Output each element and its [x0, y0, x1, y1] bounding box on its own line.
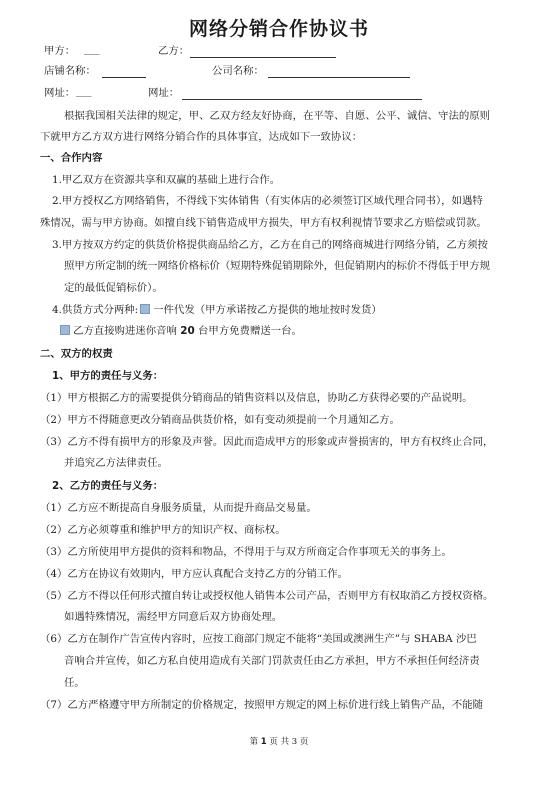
party-a-label: 甲方： — [44, 45, 76, 57]
supply-option-purchase-post: 台甲方免费赠送一台。 — [198, 325, 302, 337]
b-duty-5b: 如遇特殊情况，需经甲方同意后双方协商处理。 — [64, 611, 283, 623]
b-duty-1: （1）乙方应不断提高自身服务质量，从而提升商品交易量。 — [40, 502, 317, 514]
section-1-heading: 一、合作内容 — [40, 152, 103, 164]
document-title: 网络分销合作协议书 — [188, 18, 369, 40]
party-b-duties-heading: 2、乙方的责任与义务： — [52, 480, 164, 492]
clause-1-3a: 3.甲方按双方约定的供货价格提供商品给乙方，乙方在自己的网络商城进行网络分销，乙方须按 — [52, 239, 488, 251]
checkbox-icon[interactable] — [140, 304, 150, 314]
website-value: ___ — [76, 85, 92, 97]
clause-1-2b: 殊情况，需与甲方协商。如擅自线下销售造成甲方损失，甲方有权利视情节要求乙方赔偿或罚款。 — [40, 217, 487, 229]
b-duty-5a: （5）乙方不得以任何形式擅自转让或授权他人销售本公司产品，否则甲方有权取消乙方授权资格。 — [40, 590, 494, 602]
clause-1-4 — [52, 303, 382, 317]
footer-prefix: 第 — [249, 737, 259, 747]
clause-1-1: 1.甲乙双方在资源共享和双赢的基础上进行合作。 — [52, 174, 281, 186]
company-name-field — [268, 77, 410, 78]
clause-1-3b: 照甲方所定制的统一网络价格标价（短期特殊促销期除外，但促销期内的标价不得低于甲方规 — [64, 260, 491, 272]
total-pages: 3 — [291, 737, 298, 747]
page-footer — [0, 735, 558, 747]
b-duty-6c: 任。 — [64, 677, 85, 689]
a-duty-2: （2）甲方不得随意更改分销商品供货价格，如有变动须提前一个月通知乙方。 — [40, 414, 400, 426]
party-b-field — [190, 57, 336, 58]
b-duty-6a: （6）乙方在制作广告宣传内容时，应按工商部门规定不能将“美国或澳洲生产”与 SHABA 沙巴 — [40, 633, 477, 645]
supply-prefix: 4.供货方式分两种: — [52, 304, 139, 316]
clause-1-4-option-2 — [58, 324, 302, 338]
party-a-value: ___ — [84, 43, 100, 55]
intro-line-1: 根据我国相关法律的规定，甲、乙双方经友好协商，在平等、自愿、公平、诚信、守法的原则 — [64, 110, 491, 122]
company-name-label: 公司名称： — [212, 65, 264, 77]
a-duty-1: （1）甲方根据乙方的需要提供分销商品的销售资料以及信息，协助乙方获得必要的产品说明。 — [40, 392, 473, 404]
a-duty-3b: 并追究乙方法律责任。 — [64, 457, 168, 469]
footer-suffix: 页 — [299, 737, 309, 747]
b-duty-3: （3）乙方所使用甲方提供的资料和物品，不得用于与双方所商定合作事项无关的事务上。 — [40, 546, 452, 558]
b-duty-2: （2）乙方必须尊重和维护甲方的知识产权、商标权。 — [40, 524, 286, 536]
current-page-number: 1 — [260, 737, 267, 747]
supply-option-quantity: 20 — [180, 325, 195, 337]
b-duty-6b: 音响合并宣传，如乙方私自使用造成有关部门罚款责任由乙方承担，甲方不承担任何经济责 — [64, 655, 480, 667]
intro-line-2: 下就甲方乙方双方进行网络分销合作的具体事宜，达成如下一致协议： — [40, 131, 363, 143]
address-label: 网址： — [148, 87, 180, 99]
party-b-label: 乙方： — [158, 45, 190, 57]
party-a-duties-heading: 1、甲方的责任与义务： — [52, 370, 164, 382]
supply-option-dropship: 一件代发（甲方承诺按乙方提供的地址按时发货） — [153, 304, 382, 316]
checkbox-icon[interactable] — [60, 325, 70, 335]
store-name-label: 店铺名称： — [44, 65, 96, 77]
clause-1-3c: 定的最低促销标价）。 — [64, 282, 163, 294]
a-duty-3a: （3）乙方不得有损甲方的形象及声誉。因此而造成甲方的形象或声誉损害的，甲方有权终止合同， — [40, 436, 494, 448]
section-2-heading: 二、双方的权责 — [40, 348, 113, 360]
b-duty-4: （4）乙方在协议有效期内，甲方应认真配合支持乙方的分销工作。 — [40, 568, 348, 580]
store-name-field — [102, 77, 146, 78]
website-label: 网址： — [44, 87, 76, 99]
b-duty-7: （7）乙方严格遵守甲方所制定的价格规定，按照甲方规定的网上标价进行线上销售产品，不能随 — [40, 699, 484, 711]
address-field — [182, 99, 422, 100]
supply-option-purchase-pre: 乙方直接购进迷你音响 — [73, 325, 177, 337]
clause-1-2a: 2.甲方授权乙方网络销售，不得线下实体销售（有实体店的必须签订区域代理合同书），如遇特 — [52, 195, 483, 207]
footer-middle: 页 共 — [269, 737, 290, 747]
